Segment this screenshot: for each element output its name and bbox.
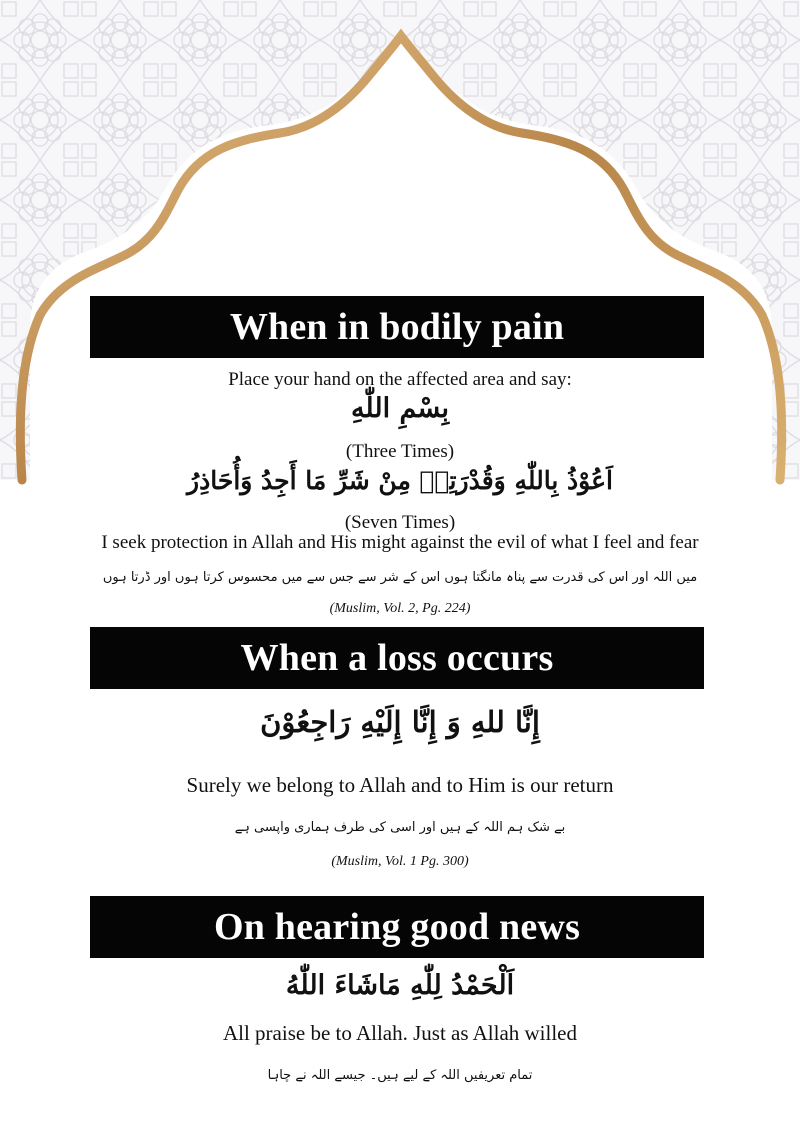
section-title-good-news: On hearing good news xyxy=(90,896,704,958)
urdu-translation-pain: میں اللہ اور اس کی قدرت سے پناہ مانگتا ہوں اس کے شر سے جس سے میں محسوس کرتا ہوں اور ڈرتا ہوں xyxy=(102,570,698,585)
section-title-loss: When a loss occurs xyxy=(90,627,704,689)
urdu-translation-good-news: تمام تعریفیں اللہ کے لیے ہیں۔ جیسے اللہ نے چاہا xyxy=(267,1068,533,1083)
english-translation-good-news: All praise be to Allah. Just as Allah willed xyxy=(222,1021,578,1045)
reference-pain: (Muslim, Vol. 2, Pg. 224) xyxy=(329,601,471,616)
times-seven: (Seven Times) xyxy=(344,512,456,533)
arabic-dua-pain: اَعُوْذُ بِاللّٰهِ وَقُدْرَتِهٖ مِنْ شَرِّ مَا أَجِدُ وَأُحَاذِرُ xyxy=(187,466,613,495)
arabic-alhamdulillah: اَلْحَمْدُ لِلّٰهِ مَاشَاءَ اللّٰهُ xyxy=(285,970,515,1001)
english-translation-pain: I seek protection in Allah and His might against the evil of what I feel and fear xyxy=(101,532,699,553)
reference-loss: (Muslim, Vol. 1 Pg. 300) xyxy=(331,854,469,869)
arabic-bismillah: بِسْمِ اللّٰهِ xyxy=(350,393,450,424)
english-translation-loss: Surely we belong to Allah and to Him is our return xyxy=(186,773,614,797)
urdu-translation-loss: بے شک ہم اللہ کے ہیں اور اسی کی طرف ہماری واپسی ہے xyxy=(234,820,566,835)
instruction-text: Place your hand on the affected area and say: xyxy=(228,369,572,390)
times-three: (Three Times) xyxy=(345,441,455,462)
arabic-inna-lillah: إِنَّا للهِ وَ إِنَّا إِلَيْهِ رَاجِعُوْنَ xyxy=(260,705,540,739)
section-title-bodily-pain: When in bodily pain xyxy=(90,296,704,358)
